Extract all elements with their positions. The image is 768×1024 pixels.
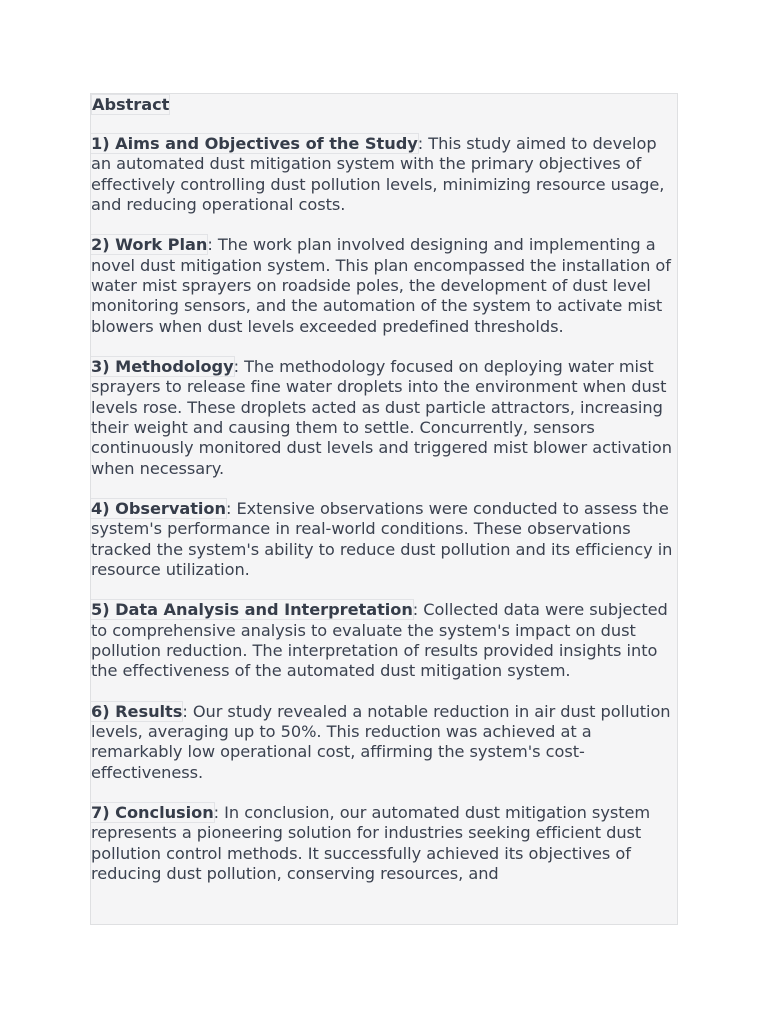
section-heading: 3) Methodology [91,357,234,377]
section-body: : The work plan involved designing and implementing a novel dust mitigation system. This plan encompassed the installation of water mist sprayers on roadside poles, the development of dust level monitoring sensors, and the automation of the system to activate mist blowers when dust levels exceeded predefined thresholds. [91,235,671,336]
section-results [91,702,677,783]
section-observation [91,499,677,580]
section-body: : Collected data were subjected to comprehensive analysis to evaluate the system's impact on dust pollution reduction. The interpretation of results provided insights into the effectiveness of the automated dust mitigation system. [91,600,668,681]
section-body: : Extensive observations were conducted to assess the system's performance in real-world conditions. These observations tracked the system's ability to reduce dust pollution and its efficiency in resource utilization. [91,499,673,579]
section-heading: 5) Data Analysis and Interpretation [91,600,413,620]
section-body: : The methodology focused on deploying water mist sprayers to release fine water droplets into the environment when dust levels rose. These droplets acted as dust particle attractors, increasing their weight and causing them to settle. Concurrently, sensors continuously monitored dust levels and triggered mist blower activation when necessary. [91,357,672,478]
section-work-plan [91,235,677,336]
section-body: : In conclusion, our automated dust mitigation system represents a pioneering solution for industries seeking efficient dust pollution control methods. It successfully achieved its objectives of reducing dust pollution, conserving resources, and [91,803,651,884]
abstract-document [90,93,678,925]
section-methodology [91,357,677,479]
abstract-title-line [91,94,677,114]
section-body: : This study aimed to develop an automated dust mitigation system with the primary objectives of effectively controlling dust pollution levels, minimizing resource usage, and reducing operational costs. [91,134,665,214]
section-data-analysis [91,600,677,681]
section-heading: 7) Conclusion [91,803,214,823]
section-heading: 1) Aims and Objectives of the Study [91,134,418,153]
section-heading: 6) Results [91,701,183,721]
section-body: : Our study revealed a notable reduction in air dust pollution levels, averaging up to 50%. This reduction was achieved at a remarkably low operational cost, affirming the system's cost-effectiveness. [91,701,671,782]
section-heading: 2) Work Plan [91,235,208,255]
section-conclusion [91,803,677,884]
section-heading: 4) Observation [91,499,226,519]
abstract-title: Abstract [92,95,170,114]
section-aims [91,134,677,215]
